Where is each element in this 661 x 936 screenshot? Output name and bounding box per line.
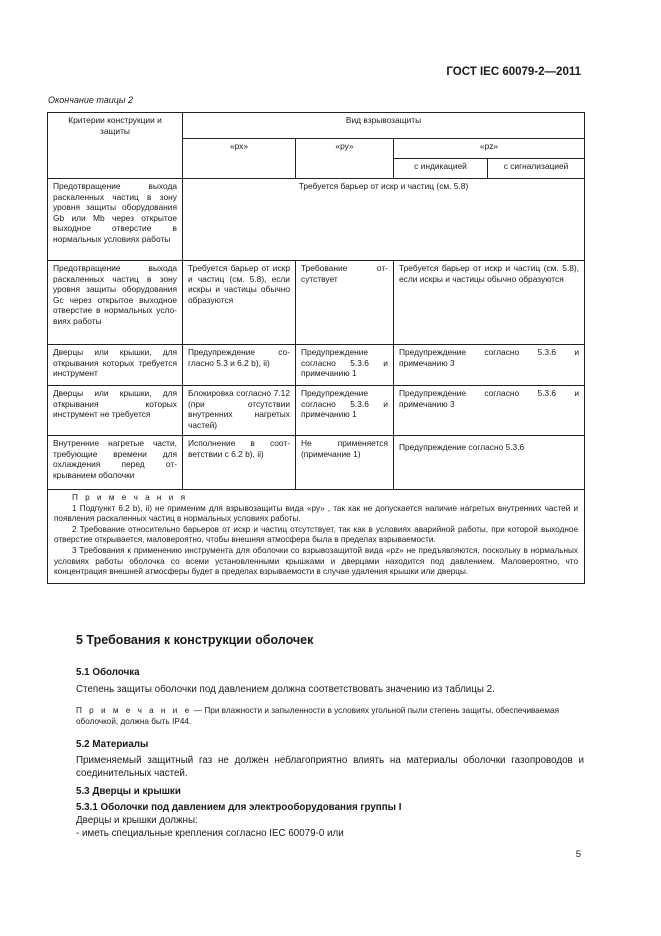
note-2: 2 Требование относительно барьеров от искр и частиц отсутствует, так как в условиях аварийной работы, при которой выходное отверстие открывается, маловероятно, чтобы внешняя атмосфера была в пределах взрываемости. [54, 524, 579, 545]
criterion-cell: Дверцы или крышки, для открывания которых требуется инструмент [48, 345, 183, 386]
document-header: ГОСТ IEC 60079-2—2011 [446, 66, 581, 78]
page-number: 5 [575, 849, 581, 860]
header-criteria: Критерии конструкции и защиты [48, 113, 183, 179]
section-5-1-text: Степень защиты оболочки под давлением должна соответствовать значению из таблицы 2. [76, 684, 495, 695]
table-row [48, 179, 585, 261]
note-1: 1 Подпункт 6.2 b), ii) не применим для взрывозащиты вида «ру» , так как не допускается наличие нагретых внутренних частей и появления раскаленных частиц в нормальных условиях работы. [54, 503, 579, 524]
section-5-3-title: 5.3 Дверцы и крышки [76, 786, 181, 797]
px-cell: Предупреждение согласно 5.3 и 6.2 b), ii) [183, 345, 296, 386]
section-5-1-title: 5.1 Оболочка [76, 667, 140, 678]
py-cell: Предупреждение согласно 5.3.6 и примечанию 1 [296, 386, 394, 436]
section-5-2-text: Применяемый защитный газ не должен неблагоприятно влиять на материалы оболочки газопроводов и соединительных частей. [76, 755, 584, 779]
section-5-2-title: 5.2 Материалы [76, 739, 149, 750]
protection-table [47, 112, 585, 584]
py-cell: Не применяется (примечание 1) [296, 436, 394, 490]
px-cell: Требуется барьер от искр и частиц (см. 5.8), если искры и частицы обычно образуются [183, 261, 296, 345]
table-row [48, 261, 585, 345]
px-cell: Исполнение в соответствии с 6.2 b), ii) [183, 436, 296, 490]
table-notes [48, 490, 585, 584]
table-caption: Окончание таицы 2 [48, 95, 134, 105]
note-3: 3 Требования к применению инструмента для оболочки со взрывозащитой вида «pz» не предъявляются, поскольку в нормальных условиях работы оболочка со всеми установленными крышками и дверцами находится под давлением. Маловероятно, что концентрация внешней атмосферы будет в пределах взрываемости в случае удаления крышки или дверцы. [54, 545, 579, 577]
header-py: «ру» [296, 139, 394, 179]
py-cell: Требование отсутствует [296, 261, 394, 345]
criterion-cell: Внутренние нагретые части, требующие времени для охлаждения перед открыванием оболочки [48, 436, 183, 490]
criterion-cell: Предотвращение выхода раскаленных частиц в зону уровня защиты оборудования Gc через открытое выходное отверстие в нормальных условиях работы [48, 261, 183, 345]
px-cell: Блокировка согласно 7.12 (при отсутствии внутренних нагретых частей) [183, 386, 296, 436]
section-5-3-1-title: 5.3.1 Оболочки под давлением для электрооборудования группы I [76, 802, 402, 813]
section-5-1-note [76, 705, 584, 727]
note-label: П р и м е ч а н и е [76, 706, 192, 715]
header-pz: «pz» [394, 139, 585, 159]
notes-row [48, 490, 585, 584]
criterion-cell: Предотвращение выхода раскаленных частиц в зону уровня защиты оборудования Gb или Mb через открытое выходное отверстие в нормальных условиях работы [48, 179, 183, 261]
py-cell: Предупреждение согласно 5.3.6 и примечанию 1 [296, 345, 394, 386]
header-pz-signalling: с сигнализацией [488, 159, 585, 179]
pz-cell: Предупреждение согласно 5.3.6 [394, 436, 585, 490]
section-5-title: 5 Требования к конструкции оболочек [76, 633, 314, 647]
table-row [48, 386, 585, 436]
header-pz-indication: с индикацией [394, 159, 488, 179]
table-row [48, 436, 585, 490]
header-protection-type: Вид взрывозащиты [183, 113, 585, 139]
section-5-3-1-list-item: - иметь специальные крепления согласно IEC 60079-0 или [76, 828, 344, 839]
merged-requirement-cell: Требуется барьер от искр и частиц (см. 5.8) [183, 179, 585, 261]
notes-title: П р и м е ч а н и я [72, 493, 188, 502]
table-row [48, 345, 585, 386]
pz-cell: Предупреждение согласно 5.3.6 и примечанию 3 [394, 345, 585, 386]
pz-cell: Предупреждение согласно 5.3.6 и примечанию 3 [394, 386, 585, 436]
pz-cell: Требуется барьер от искр и частиц (см. 5.8), если искры и частицы обычно образуются [394, 261, 585, 345]
criterion-cell: Дверцы или крышки, для открывания которых инструмент не требуется [48, 386, 183, 436]
header-px: «рх» [183, 139, 296, 179]
section-5-3-1-text: Дверцы и крышки должны: [76, 815, 198, 826]
note-text: — При влажности и запыленности в условиях угольной пыли степень защиты, обеспечиваемая оболочкой, должна быть IP44. [76, 706, 560, 726]
